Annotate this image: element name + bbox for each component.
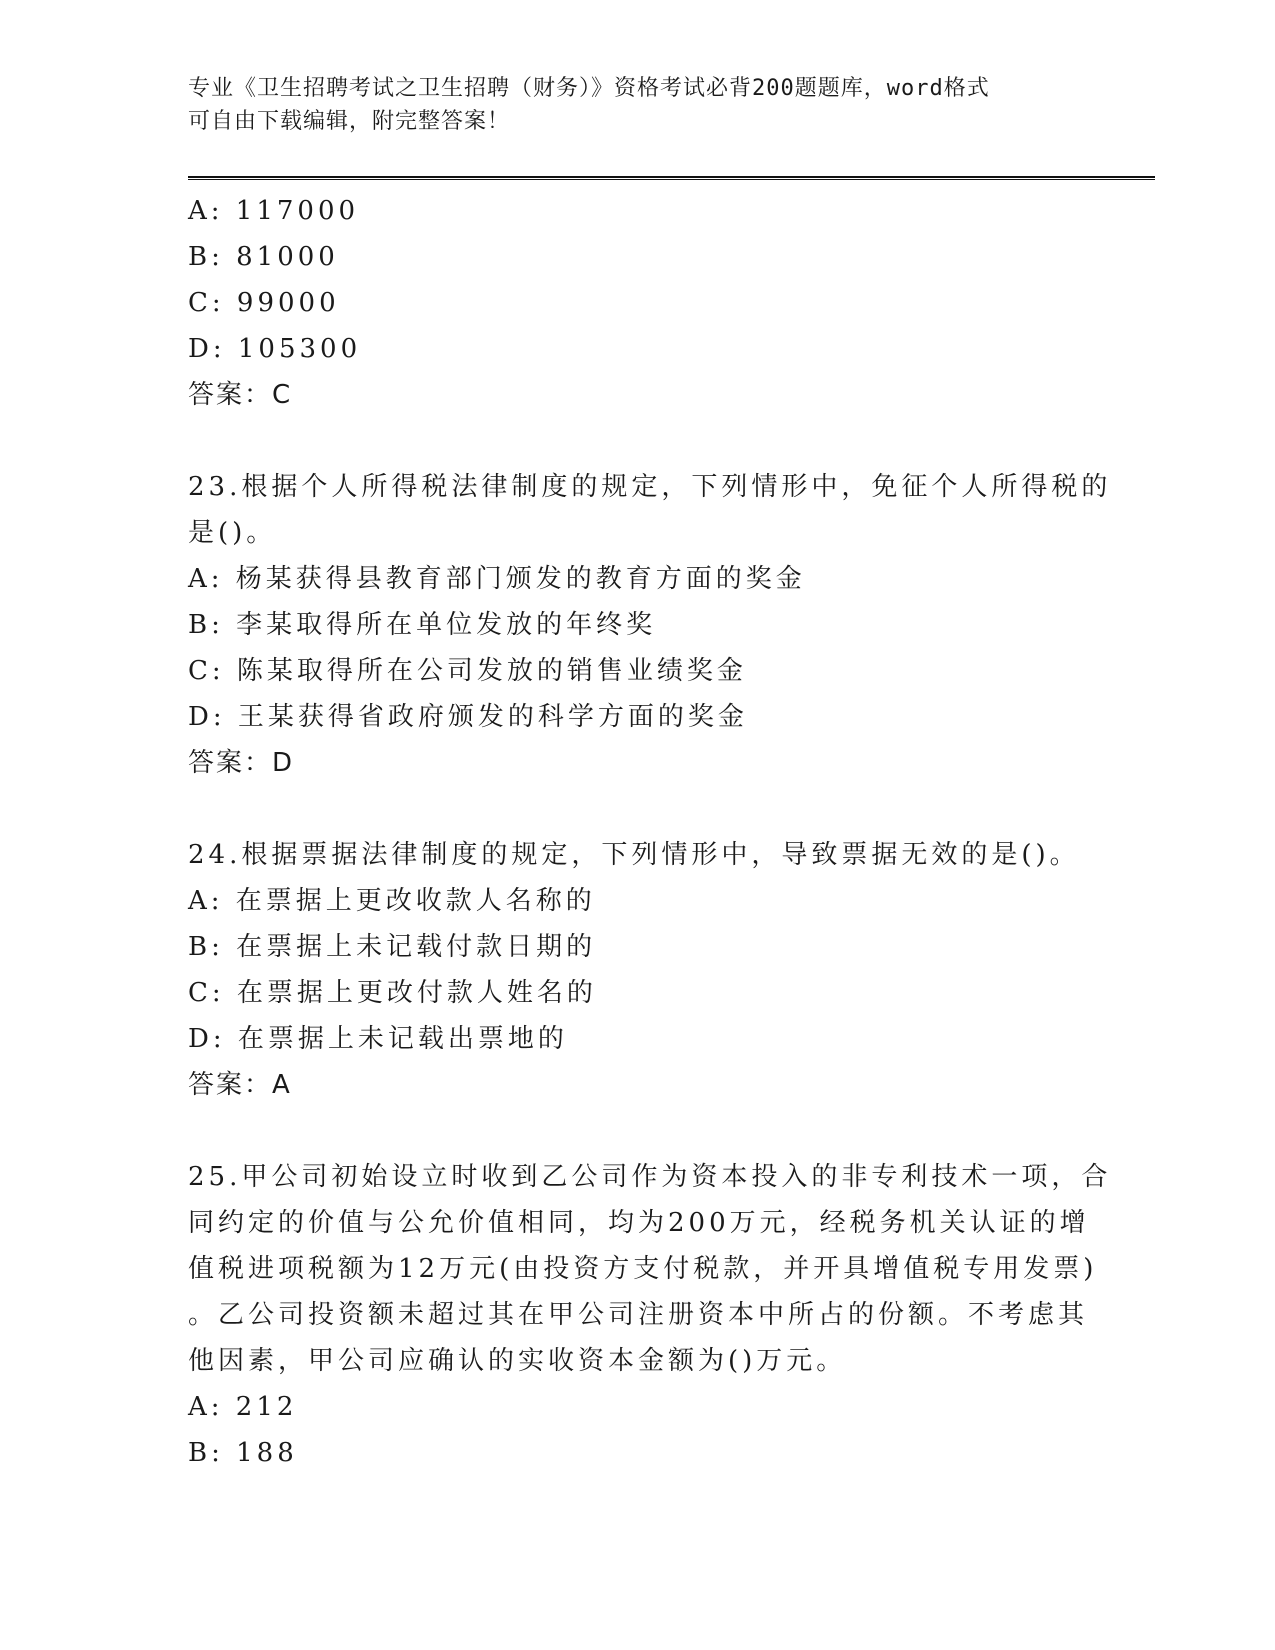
option-b: B: 188 <box>188 1438 298 1468</box>
question-stem-line: 值税进项税额为12万元(由投资方支付税款，并开具增值税专用发票) <box>188 1254 1098 1284</box>
question-content <box>188 188 1112 1476</box>
option-c: C: 99000 <box>188 288 340 318</box>
question-stem-line: 。乙公司投资额未超过其在甲公司注册资本中所占的份额。不考虑其 <box>188 1300 1089 1330</box>
option-b: B: 81000 <box>188 242 339 272</box>
option-c: C: 陈某取得所在公司发放的销售业绩奖金 <box>188 656 747 686</box>
document-header <box>188 72 1088 138</box>
question-stem-line: 他因素，甲公司应确认的实收资本金额为()万元。 <box>188 1346 847 1376</box>
spacer <box>188 786 1088 832</box>
answer-line: 答案：D <box>188 748 295 778</box>
option-d: D: 在票据上未记载出票地的 <box>188 1024 568 1054</box>
answer-line: 答案：C <box>188 380 293 410</box>
question-22-block <box>188 188 1088 418</box>
option-b: B: 李某取得所在单位发放的年终奖 <box>188 610 657 640</box>
question-24-block <box>188 832 1088 1108</box>
header-line-1: 专业《卫生招聘考试之卫生招聘（财务）》资格考试必背200题题库，word格式 <box>188 76 990 101</box>
header-line-2: 可自由下载编辑，附完整答案！ <box>188 109 511 134</box>
option-d: D: 105300 <box>188 334 362 364</box>
question-stem-line: 同约定的价值与公允价值相同，均为200万元，经税务机关认证的增 <box>188 1208 1090 1238</box>
question-stem-line: 24.根据票据法律制度的规定，下列情形中，导致票据无效的是()。 <box>188 840 1080 870</box>
answer-line: 答案：A <box>188 1070 292 1100</box>
question-stem-line: 25.甲公司初始设立时收到乙公司作为资本投入的非专利技术一项，合 <box>188 1162 1112 1192</box>
option-d: D: 王某获得省政府颁发的科学方面的奖金 <box>188 702 748 732</box>
spacer <box>188 418 1088 464</box>
option-a: A: 212 <box>188 1392 298 1422</box>
question-23-block <box>188 464 1112 786</box>
question-stem-line: 是()。 <box>188 518 277 548</box>
option-a: A: 117000 <box>188 196 360 226</box>
option-a: A: 在票据上更改收款人名称的 <box>188 886 596 916</box>
spacer <box>188 1108 1088 1154</box>
header-divider <box>188 176 1155 180</box>
question-25-block <box>188 1154 1112 1476</box>
option-a: A: 杨某获得县教育部门颁发的教育方面的奖金 <box>188 564 806 594</box>
question-stem-line: 23.根据个人所得税法律制度的规定，下列情形中，免征个人所得税的 <box>188 472 1112 502</box>
option-c: C: 在票据上更改付款人姓名的 <box>188 978 597 1008</box>
option-b: B: 在票据上未记载付款日期的 <box>188 932 597 962</box>
